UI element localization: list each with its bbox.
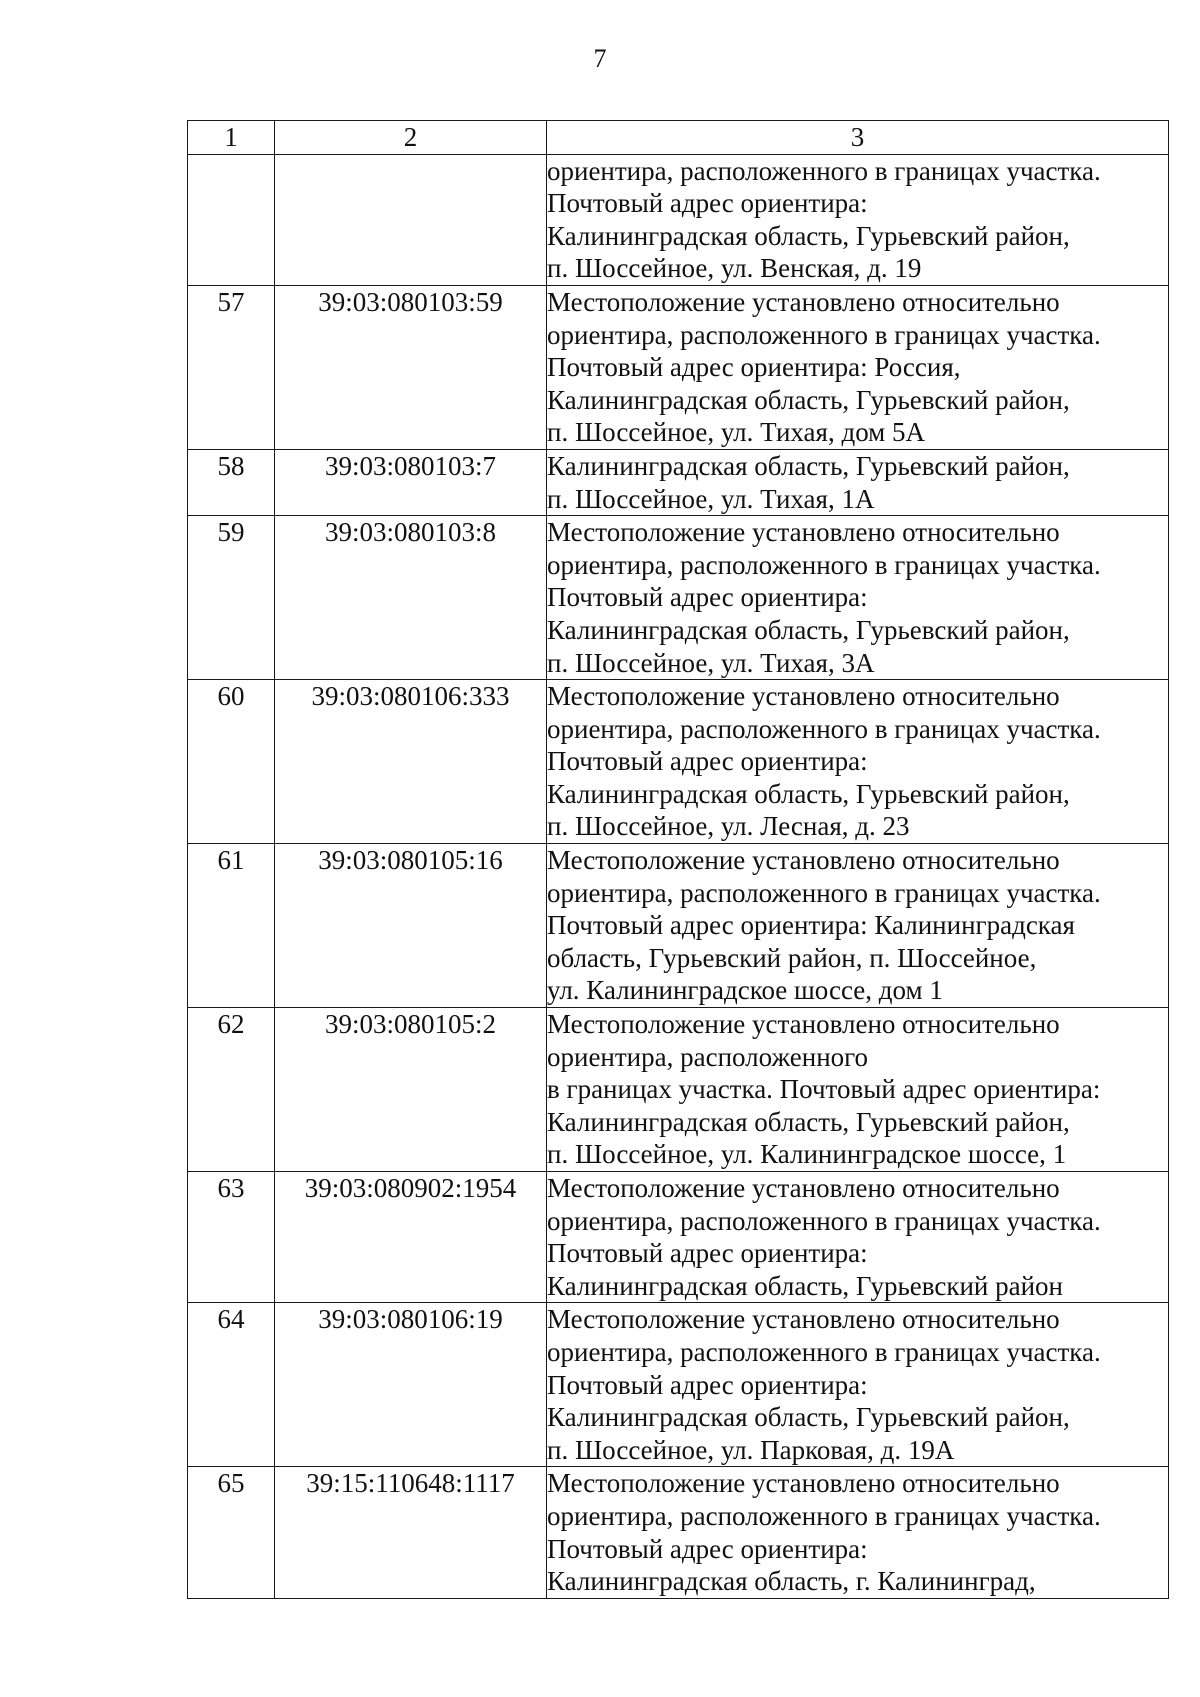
description-line: Почтовый адрес ориентира: [547, 582, 868, 613]
description-line: ул. Калининградское шоссе, дом 1 [547, 975, 943, 1006]
row-number [188, 154, 275, 285]
cadastral-number: 39:03:080103:8 [275, 516, 547, 680]
header-column-1: 1 [188, 121, 275, 155]
cadastral-number: 39:03:080105:16 [275, 844, 547, 1008]
description-line: п. Шоссейное, ул. Тихая, дом 5А [547, 417, 926, 448]
cadastral-number: 39:03:080902:1954 [275, 1172, 547, 1303]
row-number: 63 [188, 1172, 275, 1303]
table-row [188, 154, 1169, 285]
header-column-2: 2 [275, 121, 547, 155]
table-row [188, 449, 1169, 515]
location-description [547, 1172, 1169, 1303]
description-line: Местоположение установлено относительно [547, 1304, 1060, 1335]
description-line: Калининградская область, Гурьевский район, [547, 220, 1070, 251]
row-number: 61 [188, 844, 275, 1008]
description-line: Местоположение установлено относительно [547, 286, 1060, 317]
table-body [188, 154, 1169, 1598]
row-number: 59 [188, 516, 275, 680]
description-line: Почтовый адрес ориентира: Калининградская [547, 910, 1075, 941]
description-line: Калининградская область, Гурьевский район, [547, 384, 1070, 415]
description-line: Местоположение установлено относительно [547, 1468, 1060, 1499]
description-line: ориентира, расположенного в границах участка. [547, 1205, 1101, 1236]
description-line: Калининградская область, Гурьевский район [547, 1270, 1064, 1301]
header-row [188, 121, 1169, 155]
description-line: п. Шоссейное, ул. Парковая, д. 19А [547, 1434, 955, 1465]
description-line: Почтовый адрес ориентира: [547, 746, 868, 777]
row-number: 64 [188, 1303, 275, 1467]
description-line: п. Шоссейное, ул. Лесная, д. 23 [547, 811, 910, 842]
page-number: 7 [593, 44, 607, 73]
description-line: Местоположение установлено относительно [547, 845, 1060, 876]
description-line: Почтовый адрес ориентира: [547, 1369, 868, 1400]
description-line: Калининградская область, Гурьевский район, [547, 1402, 1070, 1433]
location-description [547, 154, 1169, 285]
description-line: область, Гурьевский район, п. Шоссейное, [547, 942, 1037, 973]
description-line: п. Шоссейное, ул. Тихая, 3А [547, 647, 875, 678]
description-line: ориентира, расположенного в границах участка. [547, 1336, 1101, 1367]
cadastral-number [275, 154, 547, 285]
description-line: Калининградская область, Гурьевский район, [547, 778, 1070, 809]
description-line: ориентира, расположенного [547, 1041, 869, 1072]
table-header [188, 121, 1169, 155]
location-description [547, 449, 1169, 515]
description-line: Местоположение установлено относительно [547, 681, 1060, 712]
cadastral-number: 39:15:110648:1117 [275, 1467, 547, 1598]
description-line: Местоположение установлено относительно [547, 517, 1060, 548]
description-line: ориентира, расположенного в границах участка. [547, 319, 1101, 350]
location-description [547, 285, 1169, 449]
table-row [188, 516, 1169, 680]
cadastral-number: 39:03:080106:19 [275, 1303, 547, 1467]
table-row [188, 285, 1169, 449]
description-line: в границах участка. Почтовый адрес ориентира: [547, 1074, 1101, 1105]
description-line: ориентира, расположенного в границах участка. [547, 549, 1101, 580]
description-line: п. Шоссейное, ул. Тихая, 1А [547, 483, 875, 514]
table-row [188, 1172, 1169, 1303]
location-description [547, 1008, 1169, 1172]
table-row [188, 1467, 1169, 1598]
cadastral-number: 39:03:080105:2 [275, 1008, 547, 1172]
row-number: 62 [188, 1008, 275, 1172]
location-description [547, 1467, 1169, 1598]
description-line: ориентира, расположенного в границах участка. [547, 1500, 1101, 1531]
row-number: 60 [188, 680, 275, 844]
cadastral-number: 39:03:080106:333 [275, 680, 547, 844]
description-line: п. Шоссейное, ул. Венская, д. 19 [547, 253, 922, 284]
description-line: п. Шоссейное, ул. Калининградское шоссе, 1 [547, 1139, 1067, 1170]
description-line: ориентира, расположенного в границах участка. [547, 155, 1101, 186]
description-line: Местоположение установлено относительно [547, 1009, 1060, 1040]
description-line: Калининградская область, Гурьевский район, [547, 1106, 1070, 1137]
description-line: Почтовый адрес ориентира: Россия, [547, 352, 961, 383]
row-number: 65 [188, 1467, 275, 1598]
location-description [547, 844, 1169, 1008]
description-line: Почтовый адрес ориентира: [547, 1533, 868, 1564]
row-number: 57 [188, 285, 275, 449]
table-row [188, 1303, 1169, 1467]
location-description [547, 1303, 1169, 1467]
table-row [188, 680, 1169, 844]
description-line: Калининградская область, Гурьевский район, [547, 614, 1070, 645]
table-row [188, 844, 1169, 1008]
cadastral-number: 39:03:080103:7 [275, 449, 547, 515]
description-line: Почтовый адрес ориентира: [547, 188, 868, 219]
description-line: ориентира, расположенного в границах участка. [547, 877, 1101, 908]
description-line: Местоположение установлено относительно [547, 1173, 1060, 1203]
row-number: 58 [188, 449, 275, 515]
description-line: Почтовый адрес ориентира: [547, 1238, 868, 1269]
description-line: Калининградская область, г. Калининград, [547, 1566, 1036, 1597]
table-row [188, 1008, 1169, 1172]
description-line: Калининградская область, Гурьевский район, [547, 450, 1070, 481]
location-description [547, 516, 1169, 680]
location-description [547, 680, 1169, 844]
description-line: ориентира, расположенного в границах участка. [547, 713, 1101, 744]
cadastral-number: 39:03:080103:59 [275, 285, 547, 449]
header-column-3: 3 [547, 121, 1169, 155]
land-plots-table [187, 120, 1169, 1599]
